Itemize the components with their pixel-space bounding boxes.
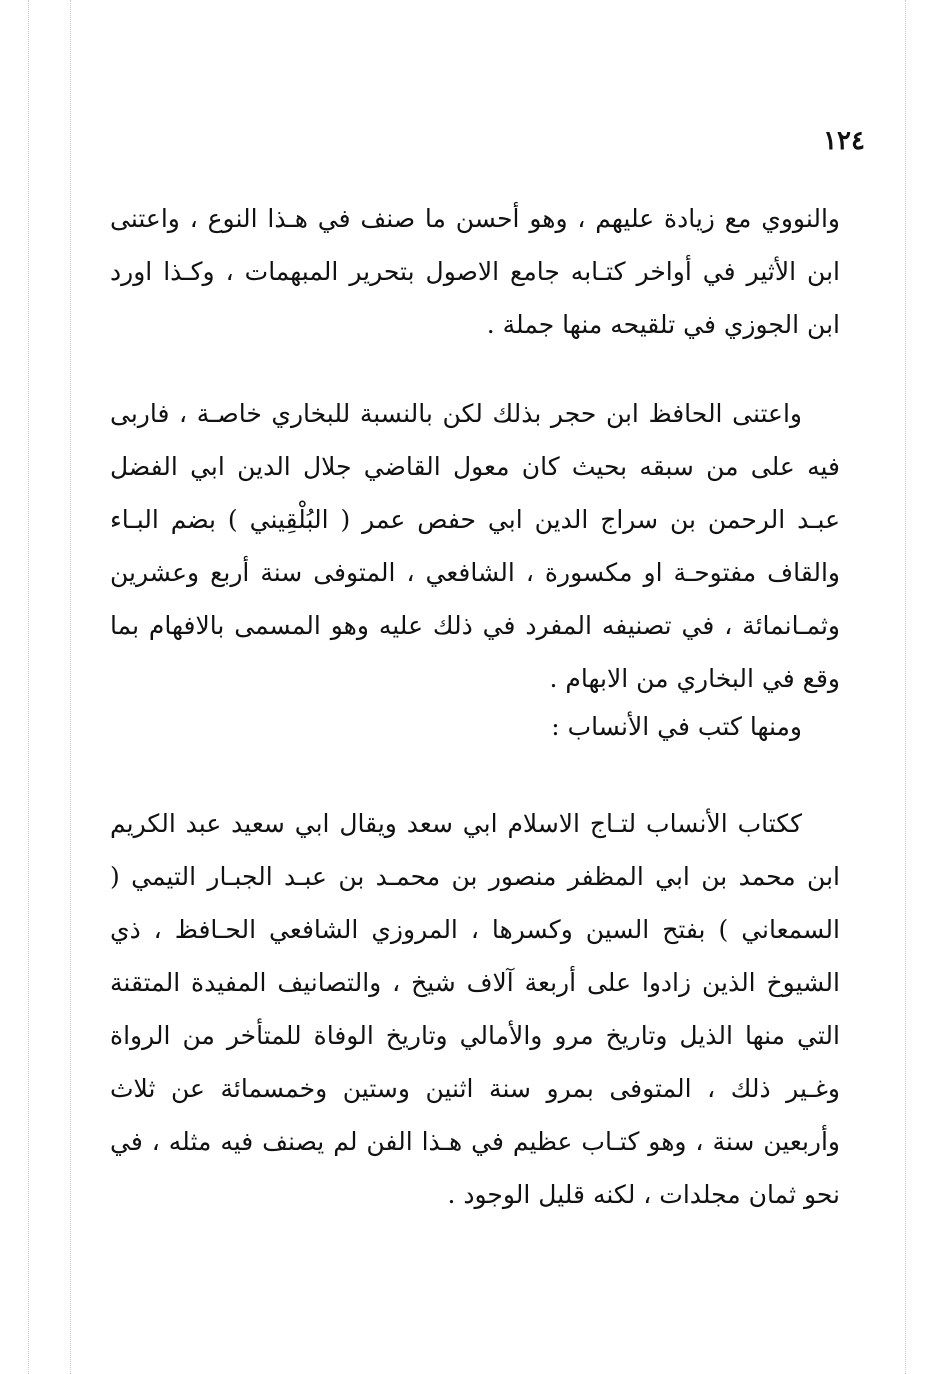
paragraph-4	[110, 797, 840, 1221]
heading-text: ومنها كتب في الأنساب :	[551, 712, 802, 741]
paragraph-2	[110, 387, 840, 705]
paragraph-text: والنووي مع زيادة عليهم ، وهو أحسن ما صنف في هـذا النوع ، واعتنى ابن الأثير في أواخر كتـابه جامع الاصول بتحرير المبهمات ، وكـذا اورد ابن الجوزي في تلقيحه منها جملة .	[110, 204, 840, 339]
page-number: ١٢٤	[823, 126, 865, 156]
scan-edge-line	[70, 0, 71, 1374]
paragraph-text: ككتاب الأنساب لتـاج الاسلام ابي سعد ويقال ابي سعيد عبد الكريم ابن محمد بن ابي المظفر منصور بن محمـد بن عبـد الجبـار التيمي ( السمعاني ) بفتح السين وكسرها ، المروزي الشافعي الحـافظ ، ذي الشيوخ الذين زادوا على أربعة آلاف شيخ ، والتصانيف المفيدة المتقنة التي منها الذيل وتاريخ مرو والأمالي وتاريخ الوفاة للمتأخر من الرواة وغـير ذلك ، المتوفى بمرو سنة اثنين وستين وخمسمائة عن ثلاث وأربعين سنة ، وهو كتـاب عظيم في هـذا الفن لم يصنف فيه مثله ، في نحو ثمان مجلدات ، لكنه قليل الوجود .	[110, 809, 840, 1209]
scan-edge-line	[28, 0, 29, 1374]
scan-edge-line	[905, 0, 906, 1374]
paragraph-text: واعتنى الحافظ ابن حجر بذلك لكن بالنسبة للبخاري خاصـة ، فاربى فيه على من سبقه بحيث كان معول القاضي جلال الدين ابي الفضل عبـد الرحمن بن سراج الدين ابي حفص عمر ( البُلْقِيني ) بضم البـاء والقاف مفتوحـة او مكسورة ، الشافعي ، المتوفى سنة أربع وعشرين وثمـانمائة ، في تصنيفه المفرد في ذلك عليه وهو المسمى بالافهام بما وقع في البخاري من الابهام .	[110, 399, 840, 693]
section-heading	[110, 700, 840, 753]
paragraph-1	[110, 192, 840, 351]
